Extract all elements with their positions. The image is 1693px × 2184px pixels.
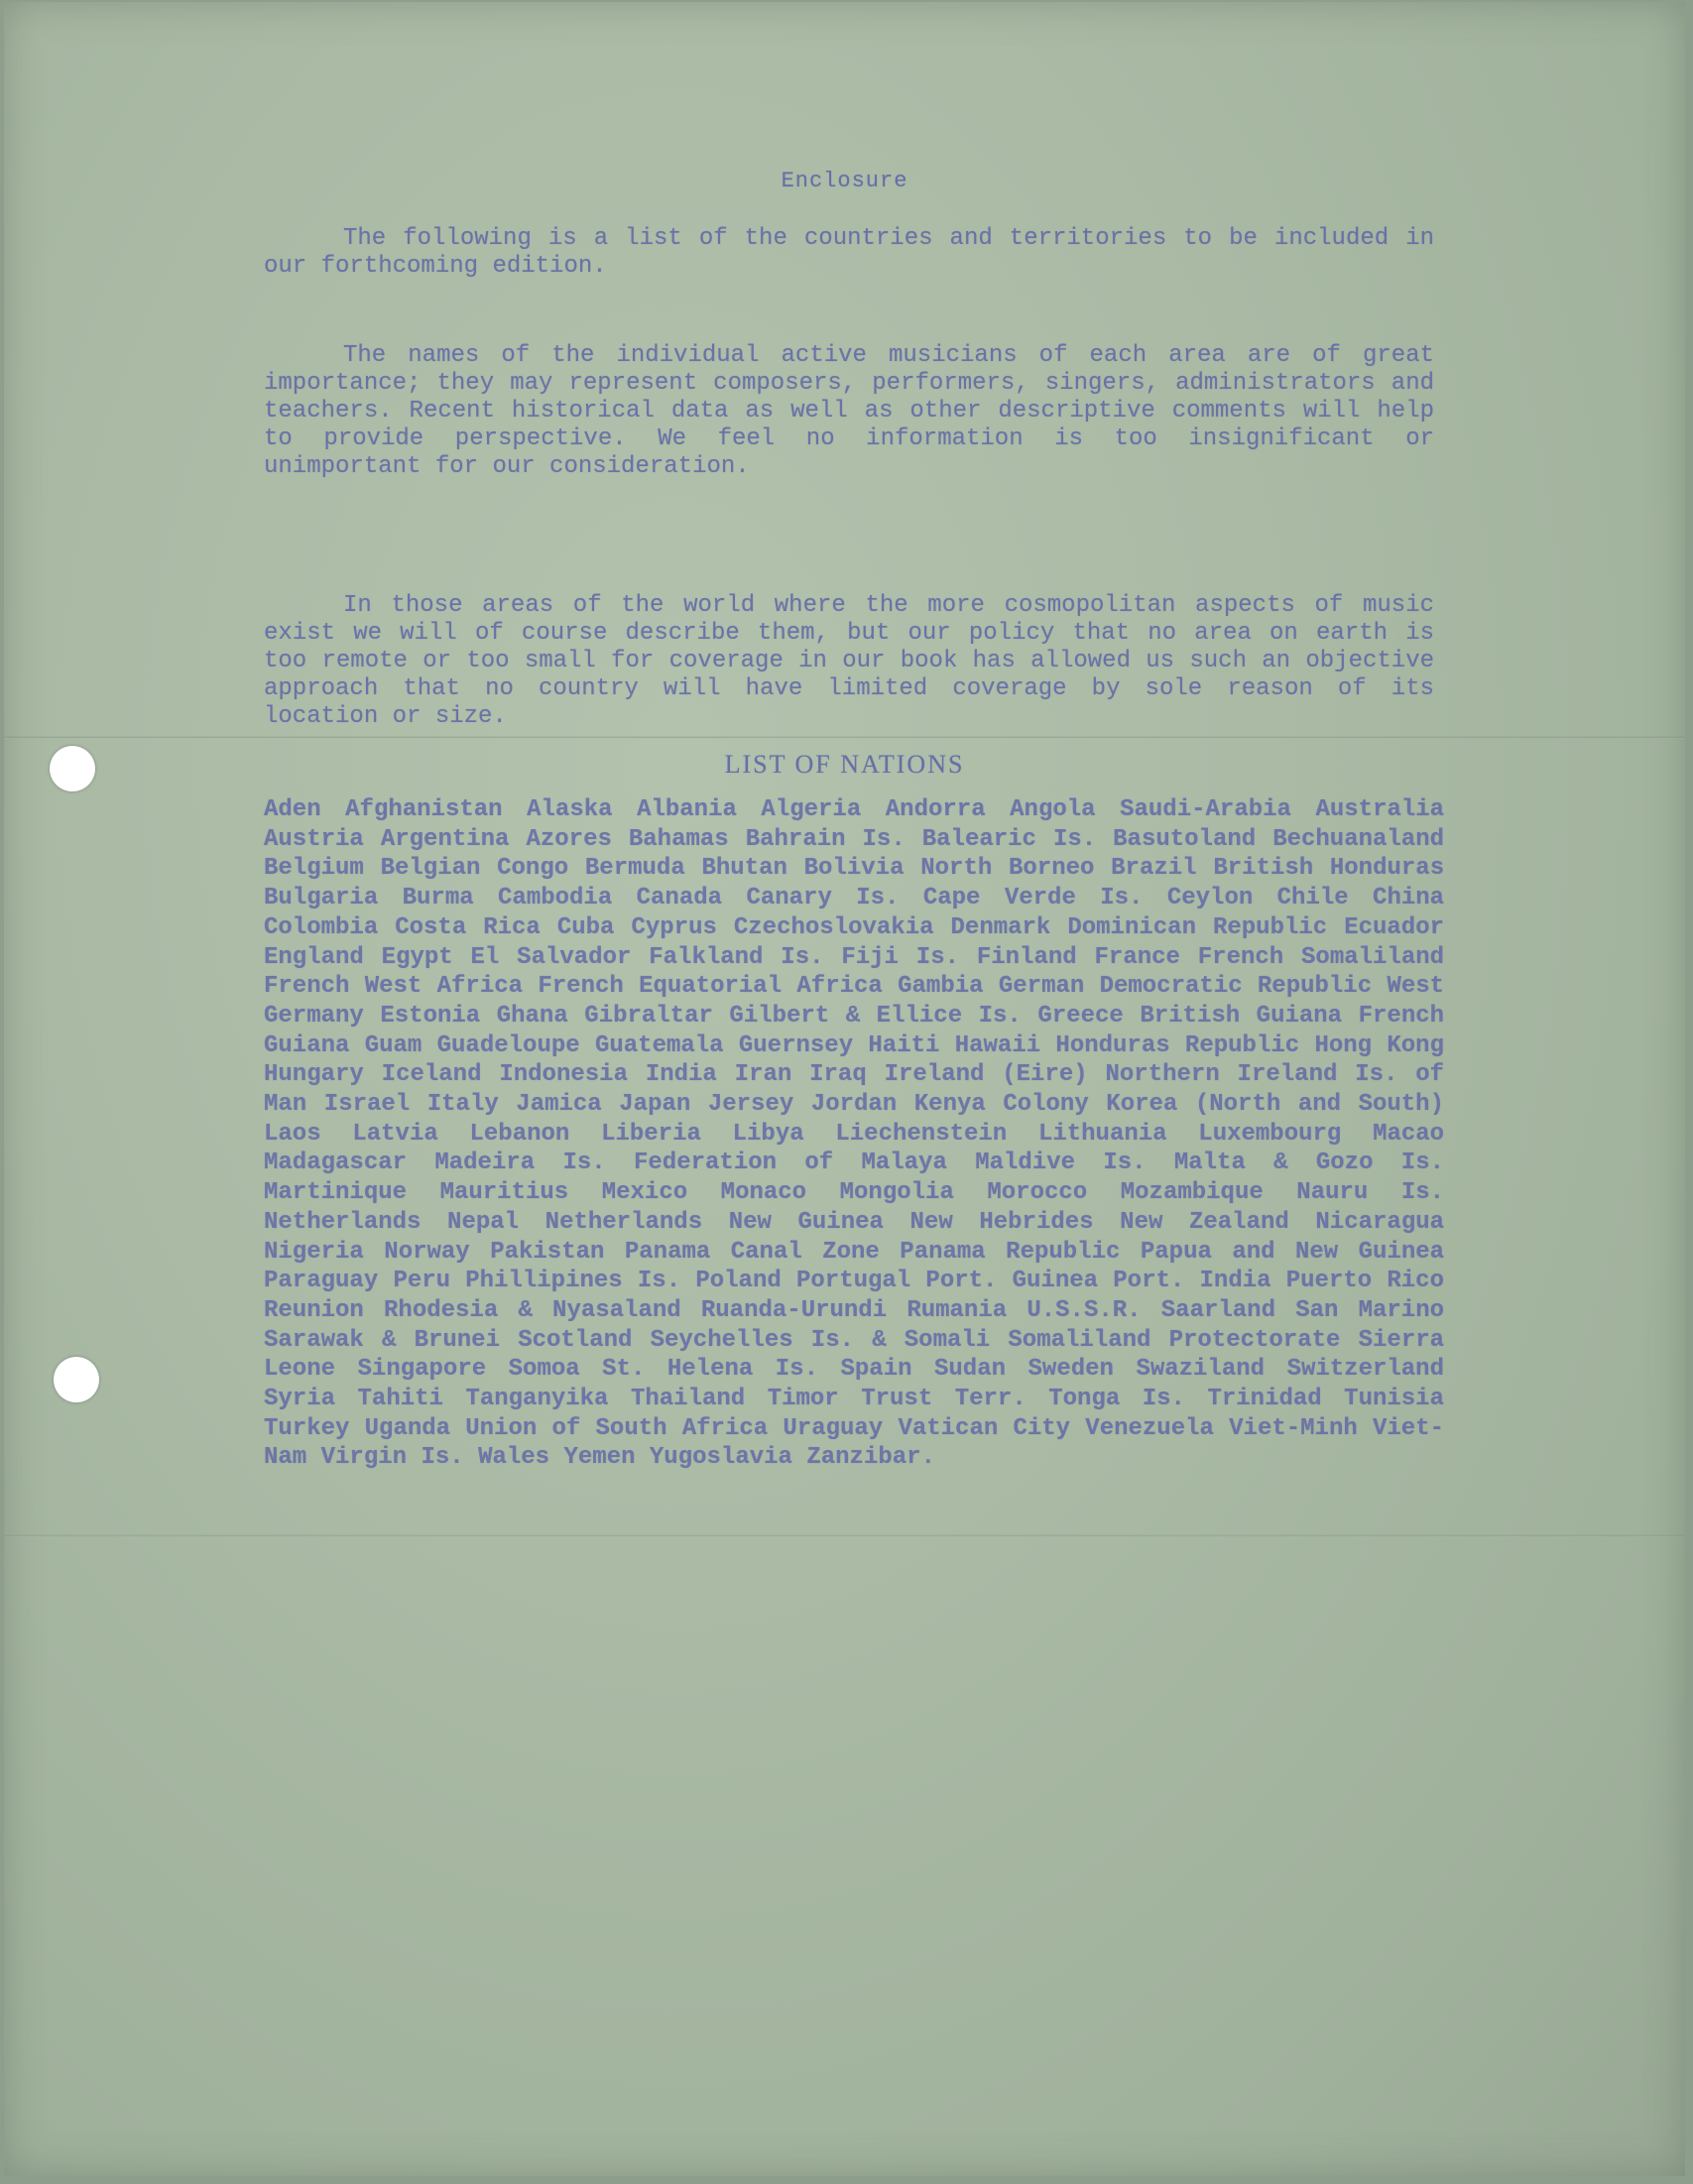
- nation-name: Argentina: [380, 825, 510, 853]
- nation-name: Netherlands New Guinea: [544, 1208, 884, 1236]
- punch-hole-bottom: [54, 1357, 99, 1402]
- nation-name: Bulgaria: [264, 885, 379, 912]
- nation-name: Port. Guinea: [925, 1268, 1099, 1295]
- nation-name: Madeira Is.: [434, 1150, 606, 1177]
- nation-name: Morocco: [987, 1179, 1088, 1207]
- nation-name: Nigeria: [264, 1238, 364, 1266]
- nation-name: Trinidad: [1207, 1386, 1322, 1413]
- nation-name: Cape Verde Is.: [922, 885, 1144, 912]
- nation-name: Port. India: [1113, 1268, 1271, 1295]
- nation-name: India: [645, 1061, 717, 1089]
- nation-name: Burma: [402, 885, 474, 912]
- nation-name: West Germany: [264, 973, 1445, 1030]
- nation-name: Japan: [619, 1091, 691, 1119]
- nation-name: France: [1094, 943, 1180, 971]
- nation-name: Spain: [840, 1356, 912, 1384]
- nation-name: Union of South Africa: [465, 1414, 769, 1442]
- nation-name: Singapore: [357, 1356, 487, 1384]
- nation-name: Albania: [637, 796, 737, 823]
- nation-name: Ruanda-Urundi: [700, 1296, 888, 1324]
- nation-name: Italy: [426, 1091, 499, 1119]
- nation-name: Jersey: [707, 1091, 794, 1119]
- nation-name: Czechoslovakia: [733, 913, 934, 941]
- nation-name: Jordan: [810, 1091, 898, 1119]
- nation-name: Sweden: [1028, 1356, 1114, 1384]
- nation-name: Colombia: [264, 913, 379, 941]
- nation-name: & Somali: [872, 1326, 991, 1354]
- nation-name: Guatemala: [594, 1031, 724, 1059]
- nation-name: Kenya Colony: [913, 1091, 1089, 1119]
- nation-name: China: [1373, 885, 1445, 912]
- nation-name: Liechenstein: [835, 1120, 1008, 1148]
- nation-name: Zanzibar.: [806, 1444, 935, 1472]
- nation-name: Chile: [1276, 885, 1349, 912]
- nation-name: Israel: [323, 1091, 411, 1119]
- nation-name: French West Africa: [264, 973, 524, 1001]
- nation-name: Seychelles Is.: [650, 1326, 855, 1354]
- nation-name: Ecuador: [1344, 913, 1445, 941]
- nation-name: Mongolia: [839, 1179, 954, 1207]
- nation-name: Pakistan: [490, 1238, 605, 1266]
- nation-name: Honduras Republic: [1055, 1031, 1300, 1059]
- nation-name: Guernsey: [738, 1031, 854, 1059]
- nation-name: Papua and New Guinea: [1140, 1238, 1445, 1266]
- nation-name: Lithuania: [1037, 1120, 1167, 1148]
- nation-name: Australia: [1315, 796, 1445, 823]
- nation-name: Wales: [478, 1444, 550, 1472]
- nation-name: San Marino: [1295, 1296, 1445, 1324]
- nation-name: Switzerland: [1286, 1356, 1444, 1384]
- nation-name: Nepal: [447, 1208, 520, 1236]
- nation-name: Andorra: [885, 796, 986, 823]
- nation-name: Falkland Is.: [649, 943, 824, 971]
- nation-name: Norway: [384, 1238, 470, 1266]
- nation-name: Belgian Congo: [380, 855, 569, 883]
- nation-name: Hong Kong: [1314, 1031, 1444, 1059]
- nation-name: Sarawak & Brunei: [264, 1326, 500, 1354]
- nations-list: [264, 795, 1444, 1473]
- nation-name: Yemen: [563, 1444, 636, 1472]
- nation-name: Scotland: [518, 1326, 633, 1354]
- nation-name: Paraguay: [264, 1268, 379, 1295]
- nation-name: Afghanistan: [345, 796, 503, 823]
- nation-name: Panama Republic: [900, 1238, 1121, 1266]
- coverage-policy-paragraph: In those areas of the world where the more cosmopolitan aspects of music exist we will of course describe them, but our policy that no area on earth is too remote or too small for coverage in our book has allowed us such an objective approach that no country will have limited coverage by sole reason of its location or size.: [264, 592, 1434, 730]
- nation-name: Belgium: [264, 855, 364, 883]
- nation-name: Alaska: [527, 796, 613, 823]
- nation-name: Brazil: [1111, 855, 1197, 883]
- nation-name: Cuba: [556, 913, 615, 941]
- nation-name: Gilbert & Ellice Is.: [729, 1002, 1022, 1030]
- nation-name: Egypt: [381, 943, 453, 971]
- nation-name: Canada: [636, 885, 723, 912]
- nation-name: Mauritius: [439, 1179, 569, 1207]
- nation-name: Mexico: [601, 1179, 688, 1207]
- nation-name: Bermuda: [584, 855, 685, 883]
- nation-name: Syria: [264, 1386, 336, 1413]
- nation-name: British Guiana: [1140, 1002, 1343, 1030]
- nation-name: Angola: [1010, 796, 1096, 823]
- nation-name: Viet-Minh: [1229, 1414, 1358, 1442]
- nation-name: Uraguay: [783, 1414, 884, 1442]
- nation-name: Puerto Rico: [1285, 1268, 1444, 1295]
- nation-name: Macao: [1373, 1120, 1445, 1148]
- nation-name: Portugal: [795, 1268, 911, 1295]
- nation-name: Sierra Leone: [264, 1326, 1445, 1384]
- nation-name: Libya: [732, 1120, 804, 1148]
- nation-name: Cambodia: [498, 885, 613, 912]
- nation-name: Northern Ireland: [1105, 1061, 1338, 1089]
- nation-name: Saudi-Arabia: [1120, 796, 1291, 823]
- nation-name: Austria: [264, 825, 364, 853]
- nation-name: Thailand: [630, 1386, 746, 1413]
- nation-name: Laos: [264, 1120, 321, 1148]
- nation-name: Ireland (Eire): [884, 1061, 1088, 1089]
- nation-name: Guadeloupe: [436, 1031, 580, 1059]
- nation-name: Is. of Man: [264, 1061, 1445, 1119]
- nation-name: Sudan: [934, 1356, 1007, 1384]
- nation-name: British Honduras: [1213, 855, 1445, 883]
- nation-name: Monaco: [720, 1179, 807, 1207]
- nation-name: Indonesia: [499, 1061, 628, 1089]
- nation-name: Aden: [264, 796, 321, 823]
- nation-name: Jamica: [516, 1091, 602, 1119]
- nation-name: Iceland: [381, 1061, 482, 1089]
- nation-name: Basutoland: [1113, 825, 1257, 853]
- nation-name: Algeria: [761, 796, 862, 823]
- nation-name: German Democratic Republic: [998, 973, 1373, 1001]
- nation-name: Bolivia: [803, 855, 905, 883]
- nation-name: Tonga Is.: [1048, 1386, 1185, 1413]
- nation-name: Ghana: [496, 1002, 568, 1030]
- nation-name: Gibraltar: [584, 1002, 713, 1030]
- nation-name: Madagascar: [264, 1150, 408, 1177]
- nation-name: North Borneo: [920, 855, 1095, 883]
- nation-name: Lebanon: [469, 1120, 570, 1148]
- nation-name: Rhodesia & Nyasaland: [384, 1296, 681, 1324]
- nation-name: Nicaragua: [1315, 1208, 1445, 1236]
- nation-name: Fiji Is.: [841, 943, 959, 971]
- nation-name: Netherlands: [264, 1208, 422, 1236]
- nation-name: Azores: [526, 825, 612, 853]
- nation-name: Poland: [695, 1268, 782, 1295]
- nation-name: Saarland: [1160, 1296, 1275, 1324]
- list-of-nations-heading: LIST OF NATIONS: [724, 750, 965, 779]
- nation-name: Trust Terr.: [861, 1386, 1027, 1413]
- nation-name: Peru: [393, 1268, 451, 1295]
- nation-name: Nauru Is.: [1296, 1179, 1445, 1207]
- nation-name: Mozambique: [1120, 1179, 1264, 1207]
- nation-name: Viet-Nam: [264, 1414, 1444, 1472]
- nation-name: Greece: [1037, 1002, 1124, 1030]
- nation-name: Panama Canal Zone: [624, 1238, 880, 1266]
- nation-name: Federation of Malaya: [634, 1150, 947, 1177]
- nation-name: Maldive Is.: [975, 1150, 1147, 1177]
- nation-name: Swaziland: [1136, 1356, 1266, 1384]
- nation-name: St. Helena Is.: [602, 1356, 818, 1384]
- document-page: [4, 2, 1685, 2176]
- nation-name: Uganda: [364, 1414, 451, 1442]
- nation-name: Iran: [734, 1061, 792, 1089]
- nation-name: Iraq: [809, 1061, 867, 1089]
- nation-name: Somaliland Protectorate: [1008, 1326, 1341, 1354]
- nation-name: Bahrain Is.: [745, 825, 906, 853]
- paper-fold-line: [4, 736, 1685, 739]
- nation-name: Bechuanaland: [1272, 825, 1445, 853]
- nation-name: Hawaii: [954, 1031, 1041, 1059]
- nation-name: Tunisia: [1344, 1386, 1444, 1413]
- nation-name: Dominican Republic: [1067, 913, 1328, 941]
- nation-name: Balearic Is.: [921, 825, 1097, 853]
- paper-fold-line-lower: [4, 1534, 1685, 1537]
- musicians-paragraph: The names of the individual active musicians of each area are of great importance; they may represent composers, performers, singers, administrators and teachers. Recent historical data as well as other descriptive comments will help to provide perspective. We feel no information is too insignificant or unimportant for our consideration.: [264, 342, 1434, 480]
- nation-name: New Zealand: [1120, 1208, 1289, 1236]
- nation-name: French Guiana: [264, 1002, 1445, 1059]
- nation-name: Finland: [976, 943, 1077, 971]
- nation-name: Reunion: [264, 1296, 364, 1324]
- nation-name: Bahamas: [628, 825, 729, 853]
- nation-name: Hungary: [264, 1061, 364, 1089]
- nation-name: Bhutan: [701, 855, 787, 883]
- nation-name: Timor: [767, 1386, 839, 1413]
- nation-name: Denmark: [950, 913, 1051, 941]
- nation-name: French Equatorial Africa: [538, 973, 883, 1001]
- nation-name: England: [264, 943, 364, 971]
- nation-name: Tahiti: [357, 1386, 443, 1413]
- nation-name: Haiti: [868, 1031, 940, 1059]
- nation-name: Vatican City: [898, 1414, 1071, 1442]
- nation-name: Guam: [364, 1031, 423, 1059]
- nation-name: Virgin Is.: [320, 1444, 464, 1472]
- nation-name: U.S.S.R.: [1027, 1296, 1142, 1324]
- nation-name: Venezuela: [1085, 1414, 1214, 1442]
- nation-name: Martinique: [264, 1179, 408, 1207]
- nation-name: Cyprus: [631, 913, 717, 941]
- nation-name: Turkey: [264, 1414, 350, 1442]
- enclosure-heading: Enclosure: [781, 169, 908, 193]
- nation-name: Phillipines Is.: [465, 1268, 681, 1295]
- nation-name: French Somaliland: [1197, 943, 1445, 971]
- nation-name: Ceylon: [1166, 885, 1254, 912]
- nation-name: Tanganyika: [465, 1386, 609, 1413]
- nation-name: Liberia: [601, 1120, 701, 1148]
- nation-name: Malta & Gozo Is.: [1173, 1150, 1445, 1177]
- nation-name: El Salvador: [470, 943, 632, 971]
- nation-name: Yugoslavia: [649, 1444, 792, 1472]
- nation-name: Rumania: [907, 1296, 1008, 1324]
- nation-name: Luxembourg: [1198, 1120, 1342, 1148]
- nation-name: Canary Is.: [746, 885, 900, 912]
- nation-name: Korea (North and South): [1106, 1091, 1444, 1119]
- nation-name: Costa Rica: [395, 913, 541, 941]
- nation-name: Estonia: [380, 1002, 481, 1030]
- nation-name: Somoa: [508, 1356, 580, 1384]
- intro-paragraph: The following is a list of the countries and territories to be included in our forthcoming edition.: [264, 225, 1434, 280]
- nation-name: Latvia: [352, 1120, 438, 1148]
- nation-name: New Hebrides: [909, 1208, 1094, 1236]
- nation-name: Gambia: [898, 973, 984, 1001]
